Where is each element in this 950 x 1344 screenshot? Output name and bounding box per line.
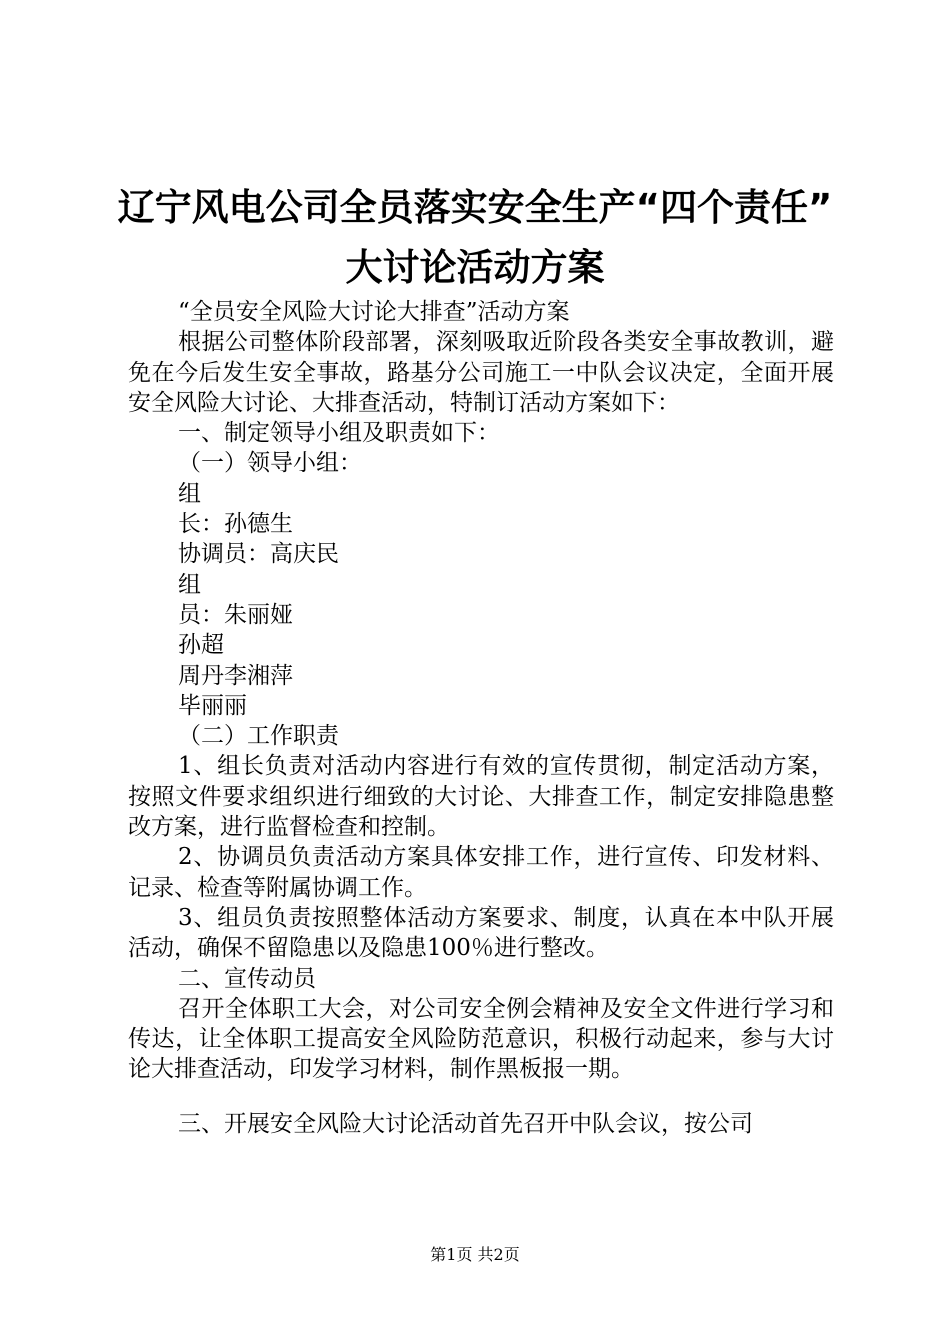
team-line: 毕丽丽 bbox=[178, 692, 247, 719]
intro-paragraph: 根据公司整体阶段部署，深刻吸取近阶段各类安全事故教训，避免在今后发生安全事故，路基分公司施工一中队会议决定，全面开展安全风险大讨论、大排查活动，特制订活动方案如下： bbox=[128, 329, 834, 416]
duty-paragraph-3: 3、组员负责按照整体活动方案要求、制度，认真在本中队开展活动，确保不留隐患以及隐患100％进行整改。 bbox=[128, 904, 834, 962]
team-line: 孙超 bbox=[178, 632, 224, 659]
duty-paragraph-2: 2、协调员负责活动方案具体安排工作，进行宣传、印发材料、记录、检查等附属协调工作。 bbox=[128, 844, 834, 901]
team-line: 协调员：高庆民 bbox=[178, 541, 339, 568]
subtitle-paragraph: “全员安全风险大讨论大排查”活动方案 bbox=[178, 299, 570, 325]
publicity-paragraph: 召开全体职工大会，对公司安全例会精神及安全文件进行学习和传达，让全体职工提高安全风险防范意识，积极行动起来，参与大讨论大排查活动，印发学习材料，制作黑板报一期。 bbox=[128, 995, 834, 1083]
team-line: 周丹李湘萍 bbox=[178, 662, 293, 689]
duty-paragraph-1: 1、组长负责对活动内容进行有效的宣传贯彻，制定活动方案，按照文件要求组织进行细致的大讨论、大排查工作，制定安排隐患整改方案，进行监督检查和控制。 bbox=[128, 753, 834, 841]
team-line: 长：孙德生 bbox=[178, 511, 293, 538]
page-footer: 第1页 共2页 bbox=[430, 1245, 520, 1264]
document-title-line-1: 辽宁风电公司全员落实安全生产“四个责任” bbox=[117, 186, 833, 229]
section-heading-1: 一、制定领导小组及职责如下： bbox=[178, 420, 500, 447]
paragraph-gap bbox=[128, 1085, 834, 1109]
team-line: 员：朱丽娅 bbox=[178, 601, 293, 628]
section-heading-2: 二、宣传动员 bbox=[178, 965, 316, 992]
subsection-heading-duties: （二）工作职责 bbox=[178, 723, 339, 750]
document-title-line-2: 大讨论活动方案 bbox=[345, 246, 605, 289]
subsection-heading-leadership: （一）领导小组： bbox=[178, 450, 362, 477]
section-heading-3: 三、开展安全风险大讨论活动首先召开中队会议，按公司 bbox=[178, 1110, 753, 1137]
team-line: 组 bbox=[178, 480, 201, 507]
team-line: 组 bbox=[178, 571, 201, 598]
document-body bbox=[128, 297, 834, 1139]
